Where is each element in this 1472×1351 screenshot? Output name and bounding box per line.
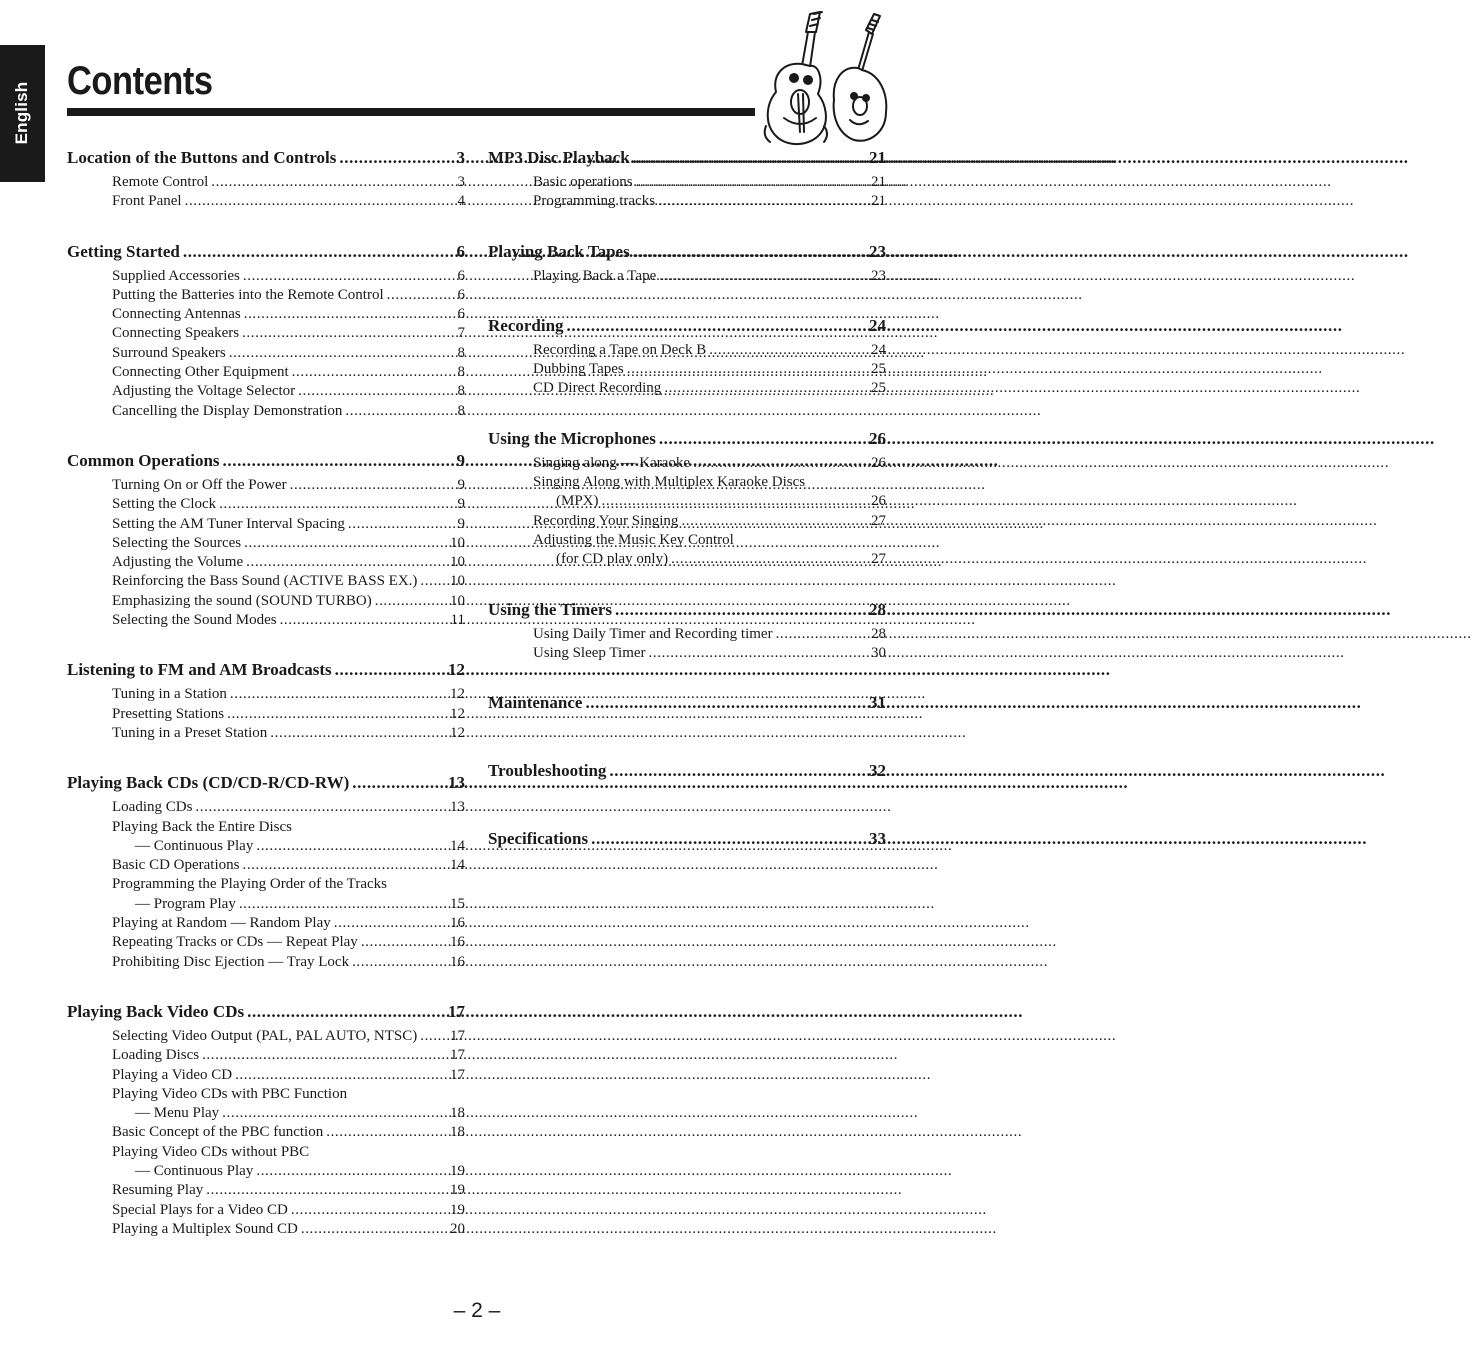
toc-entry-label: Setting the Clock	[112, 496, 217, 513]
toc-entry-page: 21	[871, 193, 886, 210]
dot-leader	[242, 324, 454, 343]
toc-section-title: Specifications	[488, 829, 589, 849]
dot-leader	[375, 592, 447, 611]
toc-entry-page: 17	[450, 1066, 465, 1083]
toc-entry-label: Loading CDs	[112, 799, 193, 816]
toc-section-playing-back-tapes	[488, 237, 886, 286]
toc-entry-page: 6	[457, 267, 465, 284]
page-number: – 2 –	[453, 1299, 501, 1322]
toc-entry-page: 4	[457, 193, 465, 210]
toc-entry-label: Selecting Video Output (PAL, PAL AUTO, NTSC)	[112, 1027, 418, 1044]
toc-entry[interactable]	[488, 550, 886, 569]
toc-entry-label: Using Daily Timer and Recording timer	[533, 625, 773, 642]
toc-entry-page: 27	[871, 551, 886, 568]
toc-entry[interactable]	[67, 875, 465, 894]
toc-entry-page: 26	[871, 493, 886, 510]
toc-section-recording	[488, 311, 886, 399]
dot-leader	[239, 895, 447, 914]
dot-leader	[659, 424, 866, 454]
toc-entry-page: 30	[871, 644, 886, 661]
toc-entry-label: Repeating Tracks or CDs — Repeat Play	[112, 934, 358, 951]
language-tab	[0, 45, 45, 182]
toc-entry[interactable]	[67, 402, 465, 421]
toc-entry[interactable]	[67, 933, 465, 952]
dot-leader	[335, 655, 445, 685]
dot-leader	[387, 286, 455, 305]
toc-entry-page: 10	[450, 554, 465, 571]
toc-entry-label: — Menu Play	[135, 1105, 220, 1122]
toc-section-page: 32	[869, 761, 886, 781]
toc-entry[interactable]	[67, 553, 465, 572]
dot-leader	[326, 1123, 447, 1142]
toc-section-heading[interactable]	[488, 237, 886, 267]
dot-leader	[219, 495, 454, 514]
toc-section-heading[interactable]	[488, 311, 886, 341]
toc-entry[interactable]	[67, 495, 465, 514]
toc-entry[interactable]	[67, 572, 465, 591]
toc-section-page: 12	[448, 660, 465, 680]
toc-entry-label: Cancelling the Display Demonstration	[112, 402, 343, 419]
toc-entry-label: Playing at Random — Random Play	[112, 915, 331, 932]
dot-leader	[301, 1220, 447, 1239]
toc-left-column	[67, 143, 465, 1239]
dot-leader	[222, 1104, 447, 1123]
toc-entry[interactable]	[67, 1027, 465, 1046]
toc-entry-label: Selecting the Sources	[112, 534, 242, 551]
toc-entry-label: Surround Speakers	[112, 344, 226, 361]
toc-section-heading[interactable]	[67, 997, 465, 1027]
toc-entry[interactable]	[67, 685, 465, 704]
toc-section-specifications	[488, 824, 886, 854]
toc-entry-page: 10	[450, 534, 465, 551]
toc-entry-page: 16	[450, 915, 465, 932]
toc-section-page: 31	[869, 693, 886, 713]
toc-entry[interactable]	[67, 286, 465, 305]
toc-entry-label: Dubbing Tapes	[533, 361, 624, 378]
toc-entry-label: Prohibiting Disc Ejection — Tray Lock	[112, 953, 350, 970]
toc-entry-page: 19	[450, 1182, 465, 1199]
dot-leader	[256, 1162, 447, 1181]
dot-leader	[709, 341, 868, 360]
toc-entry-page: 14	[450, 837, 465, 854]
toc-entry-page: 26	[871, 454, 886, 471]
dot-leader	[244, 534, 447, 553]
toc-entry-label: Tuning in a Station	[112, 686, 227, 703]
toc-entry-label: (for CD play only)	[556, 551, 669, 568]
toc-entry-label: Recording Your Singing	[533, 512, 679, 529]
toc-entry-label: Tuning in a Preset Station	[112, 724, 268, 741]
toc-entry[interactable]	[67, 856, 465, 875]
dot-leader	[206, 1181, 447, 1200]
dot-leader	[585, 688, 866, 718]
toc-entry-page: 8	[457, 383, 465, 400]
toc-entry-page: 18	[450, 1105, 465, 1122]
toc-entry[interactable]	[67, 173, 465, 192]
toc-entry-label: Connecting Other Equipment	[112, 364, 289, 381]
toc-entry-label: Recording a Tape on Deck B	[533, 341, 707, 358]
toc-entry-label: Basic operations	[533, 174, 633, 190]
toc-entry[interactable]	[67, 837, 465, 856]
toc-entry-page: 9	[457, 476, 465, 493]
toc-entry-label: (MPX)	[556, 493, 599, 510]
toc-entry[interactable]	[488, 173, 886, 192]
toc-entry-label: Playing Back a Tape	[533, 267, 657, 284]
toc-section-heading[interactable]	[67, 237, 465, 267]
toc-entry[interactable]	[67, 1123, 465, 1142]
toc-entry-label: — Program Play	[135, 895, 236, 912]
toc-entry-label: Adjusting the Voltage Selector	[112, 383, 296, 400]
toc-section-using-the-microphones	[488, 424, 886, 570]
dot-leader	[298, 382, 454, 401]
toc-entry[interactable]	[67, 534, 465, 553]
toc-entry-page: 23	[871, 267, 886, 284]
toc-section-page: 3	[456, 148, 465, 167]
toc-section-heading[interactable]	[488, 424, 886, 454]
toc-entry[interactable]	[67, 267, 465, 286]
language-tab-label: English	[12, 81, 31, 145]
toc-entry[interactable]	[488, 531, 886, 550]
toc-entry[interactable]	[67, 895, 465, 914]
toc-section-heading[interactable]	[488, 143, 886, 173]
toc-section-title: Recording	[488, 315, 564, 335]
toc-entry[interactable]	[67, 1181, 465, 1200]
dot-leader	[334, 914, 447, 933]
toc-entry-page: 18	[450, 1124, 465, 1141]
toc-section-page: 9	[456, 450, 465, 470]
toc-entry-label: Connecting Antennas	[112, 306, 241, 323]
toc-entry-page: 16	[450, 934, 465, 951]
toc-entry-page: 27	[871, 512, 886, 529]
toc-entry[interactable]	[67, 611, 465, 630]
toc-entry-label: Playing Video CDs with PBC Function	[112, 1085, 348, 1102]
toc-section-mp3-disc-playback	[488, 143, 886, 212]
toc-entry[interactable]	[67, 1085, 465, 1104]
toc-entry-label: Singing along — Karaoke	[533, 454, 691, 471]
toc-section-heading[interactable]	[67, 768, 465, 798]
dot-leader	[627, 360, 868, 379]
toc-section-listening-to-fm-and-am-broadcasts	[67, 655, 465, 743]
dot-leader	[202, 1046, 447, 1065]
toc-entry[interactable]	[67, 705, 465, 724]
title-rule	[67, 108, 755, 116]
toc-entry-page: 17	[450, 1027, 465, 1044]
toc-entry[interactable]	[67, 592, 465, 611]
toc-entry[interactable]	[67, 798, 465, 817]
dot-leader	[693, 454, 868, 473]
toc-entry-page: 11	[450, 612, 465, 629]
dot-leader	[290, 476, 455, 495]
toc-section-getting-started	[67, 237, 465, 421]
toc-entry-label: Playing Video CDs without PBC	[112, 1143, 310, 1160]
dot-leader	[633, 143, 866, 173]
toc-entry-label: Adjusting the Music Key Control	[533, 531, 734, 548]
toc-entry[interactable]	[67, 324, 465, 343]
dot-leader	[230, 685, 447, 704]
toc-entry-label: Resuming Play	[112, 1182, 204, 1199]
dot-leader	[602, 492, 868, 511]
toc-entry-page: 24	[871, 341, 886, 358]
toc-entry-page: 8	[457, 402, 465, 419]
toc-section-page: 21	[869, 148, 886, 167]
dot-leader	[420, 572, 447, 591]
toc-entry-label: Emphasizing the sound (SOUND TURBO)	[112, 592, 372, 609]
toc-section-heading[interactable]	[67, 655, 465, 685]
dot-leader	[185, 192, 455, 211]
toc-entry-label: Adjusting the Volume	[112, 554, 244, 571]
toc-entry[interactable]	[67, 476, 465, 495]
toc-entry-page: 13	[450, 799, 465, 816]
dot-leader	[636, 173, 868, 192]
toc-section-title: Troubleshooting	[488, 761, 607, 781]
toc-section-title: Location of the Buttons and Controls	[67, 148, 337, 167]
dot-leader	[183, 237, 454, 267]
dot-leader	[291, 1201, 447, 1220]
toc-entry[interactable]	[488, 454, 886, 473]
toc-entry-label: Singing Along with Multiplex Karaoke Discs	[533, 474, 806, 491]
toc-entry-page: 25	[871, 361, 886, 378]
toc-entry-label: Selecting the Sound Modes	[112, 612, 277, 629]
dot-leader	[280, 611, 448, 630]
toc-entry[interactable]	[488, 625, 886, 644]
toc-entry-page: 8	[457, 364, 465, 381]
toc-entry-label: — Continuous Play	[135, 1162, 254, 1179]
toc-entry-page: 20	[450, 1220, 465, 1237]
toc-entry[interactable]	[488, 341, 886, 360]
toc-entry-label: Loading Discs	[112, 1047, 200, 1064]
toc-entry-label: Programming the Playing Order of the Tracks	[112, 876, 387, 893]
toc-section-page: 13	[448, 773, 465, 793]
toc-entry[interactable]	[67, 344, 465, 363]
dot-leader	[223, 446, 454, 476]
toc-entry-label: Front Panel	[112, 193, 182, 210]
toc-right-column	[488, 143, 886, 854]
toc-entry-page: 12	[450, 724, 465, 741]
toc-entry-label: Playing Back the Entire Discs	[112, 818, 292, 835]
toc-entry-page: 14	[450, 857, 465, 874]
dot-leader	[591, 824, 866, 854]
toc-entry-label: Remote Control	[112, 174, 209, 190]
toc-section-page: 23	[869, 241, 886, 261]
dot-leader	[229, 344, 455, 363]
toc-entry-label: Putting the Batteries into the Remote Control	[112, 286, 384, 303]
dot-leader	[339, 143, 453, 173]
toc-entry[interactable]	[67, 1143, 465, 1162]
dot-leader	[242, 856, 447, 875]
toc-entry[interactable]	[67, 953, 465, 972]
toc-entry-label: Basic Concept of the PBC function	[112, 1124, 324, 1141]
toc-entry[interactable]	[488, 512, 886, 531]
toc-entry-label: CD Direct Recording	[533, 380, 662, 397]
dot-leader	[345, 402, 454, 421]
toc-entry[interactable]	[67, 1104, 465, 1123]
dot-leader	[247, 997, 445, 1027]
toc-entry[interactable]	[67, 192, 465, 211]
dot-leader	[211, 173, 454, 192]
dot-leader	[609, 756, 866, 786]
toc-section-title: Playing Back CDs (CD/CD-R/CD-RW)	[67, 773, 350, 793]
dot-leader	[292, 363, 455, 382]
dot-leader	[246, 553, 447, 572]
toc-entry-label: Playing a Multiplex Sound CD	[112, 1220, 298, 1237]
toc-entry[interactable]	[67, 382, 465, 401]
toc-entry[interactable]	[67, 724, 465, 743]
toc-entry-label: Presetting Stations	[112, 705, 225, 722]
toc-entry[interactable]	[488, 360, 886, 379]
page-title: Contents	[67, 59, 213, 103]
toc-entry[interactable]	[488, 473, 886, 492]
toc-entry-page: 8	[457, 344, 465, 361]
toc-entry[interactable]	[67, 1201, 465, 1220]
toc-section-location-of-the-buttons-and-controls	[67, 143, 465, 212]
toc-entry-label: Connecting Speakers	[112, 325, 240, 342]
toc-entry[interactable]	[488, 192, 886, 211]
toc-entry-page: 17	[450, 1047, 465, 1064]
dot-leader	[352, 768, 445, 798]
dot-leader	[615, 595, 866, 625]
toc-entry-page: 9	[457, 515, 465, 532]
dot-leader	[256, 837, 447, 856]
toc-section-title: Common Operations	[67, 450, 220, 470]
dot-leader	[270, 724, 447, 743]
toc-entry-page: 21	[871, 174, 886, 190]
toc-entry[interactable]	[67, 914, 465, 933]
toc-entry[interactable]	[67, 1162, 465, 1181]
guitar-mascot-icon	[762, 8, 894, 150]
toc-section-page: 26	[869, 428, 886, 448]
toc-entry-page: 12	[450, 705, 465, 722]
dot-leader	[244, 305, 455, 324]
toc-entry-label: Turning On or Off the Power	[112, 476, 287, 493]
dot-leader	[420, 1027, 447, 1046]
dot-leader	[659, 267, 868, 286]
toc-section-heading[interactable]	[488, 688, 886, 718]
toc-section-title: Using the Microphones	[488, 428, 656, 448]
toc-entry[interactable]	[488, 644, 886, 663]
toc-section-title: MP3 Disc Playback	[488, 148, 630, 167]
dot-leader	[671, 550, 868, 569]
dot-leader	[681, 512, 868, 531]
toc-entry-page: 6	[457, 286, 465, 303]
toc-entry-page: 25	[871, 380, 886, 397]
toc-entry[interactable]	[488, 492, 886, 511]
toc-section-using-the-timers	[488, 595, 886, 664]
toc-section-title: Maintenance	[488, 693, 583, 713]
toc-entry-label: Programming tracks	[533, 193, 656, 210]
dot-leader	[361, 933, 447, 952]
dot-leader	[348, 515, 455, 534]
toc-section-troubleshooting	[488, 756, 886, 786]
dot-leader	[195, 798, 447, 817]
toc-entry-label: Using Sleep Timer	[533, 644, 646, 661]
toc-entry[interactable]	[67, 515, 465, 534]
toc-section-page: 33	[869, 829, 886, 849]
toc-entry[interactable]	[67, 818, 465, 837]
toc-section-maintenance	[488, 688, 886, 718]
toc-section-heading[interactable]	[67, 446, 465, 476]
toc-entry-page: 3	[457, 174, 465, 190]
toc-entry-page: 12	[450, 686, 465, 703]
toc-entry[interactable]	[67, 1220, 465, 1239]
toc-section-page: 24	[869, 315, 886, 335]
toc-section-heading[interactable]	[488, 595, 886, 625]
toc-entry-label: Reinforcing the Bass Sound (ACTIVE BASS EX.)	[112, 573, 418, 590]
toc-section-playing-back-cds-cd-cd-r-cd-rw	[67, 768, 465, 972]
toc-entry-page: 7	[457, 325, 465, 342]
toc-section-title: Listening to FM and AM Broadcasts	[67, 660, 332, 680]
dot-leader	[352, 953, 447, 972]
toc-entry-label: Playing a Video CD	[112, 1066, 233, 1083]
toc-section-playing-back-video-cds	[67, 997, 465, 1239]
dot-leader	[658, 192, 868, 211]
toc-section-page: 6	[456, 241, 465, 261]
dot-leader	[227, 705, 447, 724]
toc-entry-page: 9	[457, 496, 465, 513]
toc-section-title: Playing Back Tapes	[488, 241, 630, 261]
toc-entry-label: Basic CD Operations	[112, 857, 240, 874]
toc-entry-label: — Continuous Play	[135, 837, 254, 854]
toc-entry-page: 16	[450, 953, 465, 970]
toc-section-title: Using the Timers	[488, 599, 613, 619]
toc-entry-page: 10	[450, 592, 465, 609]
toc-entry-page: 6	[457, 306, 465, 323]
toc-section-page: 17	[448, 1001, 465, 1021]
toc-entry-page: 19	[450, 1162, 465, 1179]
toc-section-heading[interactable]	[488, 824, 886, 854]
toc-entry[interactable]	[67, 1046, 465, 1065]
dot-leader	[235, 1066, 447, 1085]
toc-entry-page: 28	[871, 625, 886, 642]
toc-section-title: Getting Started	[67, 241, 180, 261]
dot-leader	[664, 379, 868, 398]
toc-entry-label: Special Plays for a Video CD	[112, 1201, 288, 1218]
toc-section-heading[interactable]	[67, 143, 465, 173]
toc-entry-page: 19	[450, 1201, 465, 1218]
toc-section-heading[interactable]	[488, 756, 886, 786]
toc-section-page: 28	[869, 599, 886, 619]
toc-entry[interactable]	[488, 267, 886, 286]
toc-entry[interactable]	[488, 379, 886, 398]
dot-leader	[649, 644, 868, 663]
toc-entry[interactable]	[67, 363, 465, 382]
dot-leader	[633, 237, 866, 267]
toc-entry[interactable]	[67, 305, 465, 324]
toc-entry[interactable]	[67, 1066, 465, 1085]
toc-entry-label: Supplied Accessories	[112, 267, 240, 284]
dot-leader	[243, 267, 455, 286]
dot-leader	[567, 311, 866, 341]
toc-entry-label: Setting the AM Tuner Interval Spacing	[112, 515, 345, 532]
toc-entry-page: 15	[450, 895, 465, 912]
dot-leader	[776, 625, 868, 644]
toc-section-common-operations	[67, 446, 465, 630]
toc-entry-page: 10	[450, 573, 465, 590]
toc-section-title: Playing Back Video CDs	[67, 1001, 245, 1021]
